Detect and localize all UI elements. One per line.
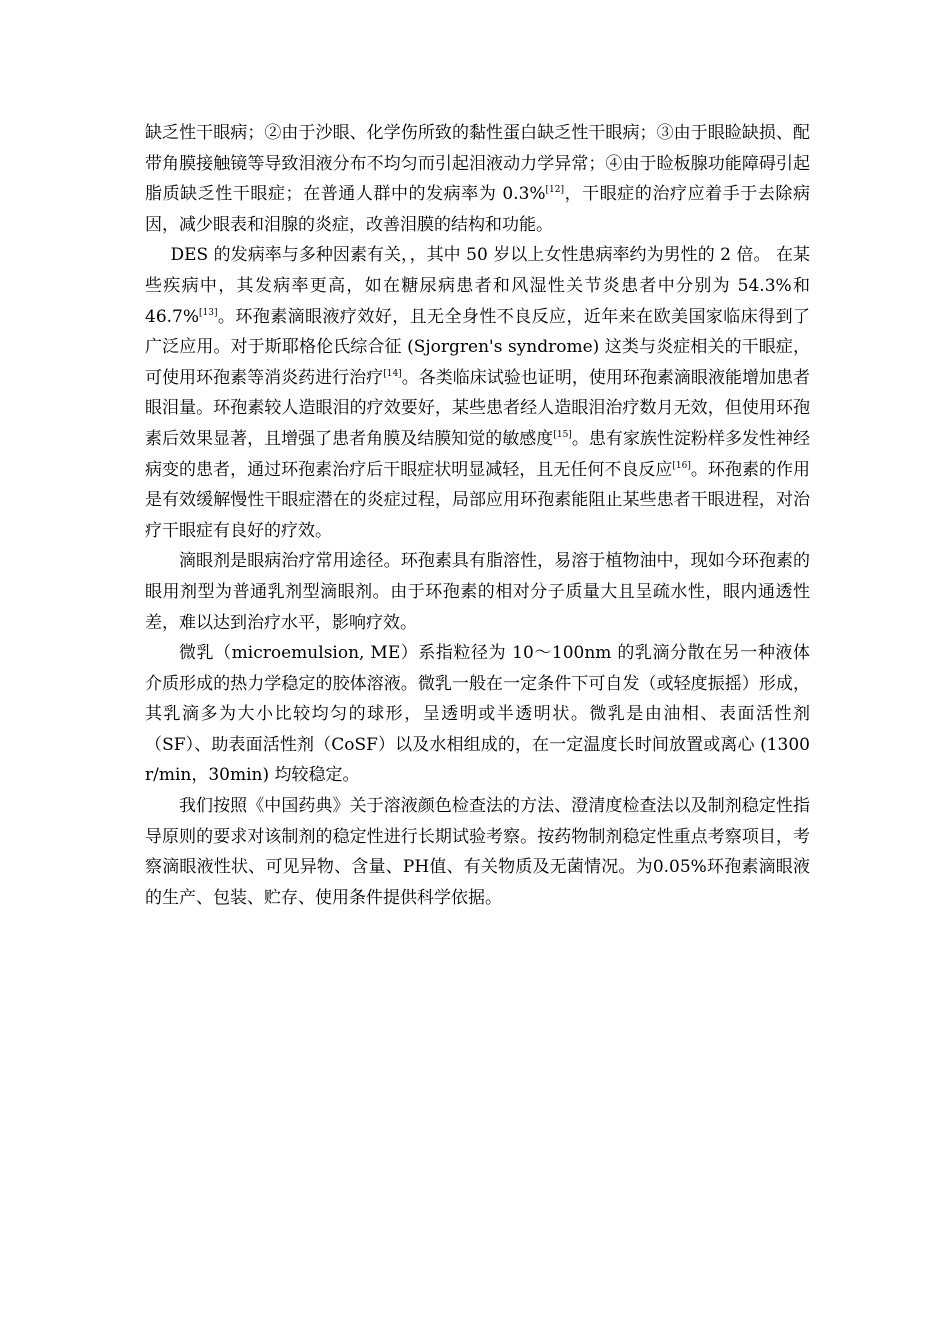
citation-ref: [16] <box>672 460 691 471</box>
paragraph-text: 微乳（microemulsion, ME）系指粒径为 10～100nm 的乳滴分散在另一种液体介质形成的热力学稳定的胶体溶液。微乳一般在一定条件下可自发（或轻度振摇）形成，其乳滴多为大小比较均匀的球形，呈透明或半透明状。微乳是由油相、表面活性剂（SF）、助表面活性剂（CoSF）以及水相组成的，在一定温度长时间放置或离心 (1300 r/min，30min) 均较稳定。 <box>145 643 810 786</box>
document-page <box>145 118 810 913</box>
paragraph-eye-drops <box>145 546 810 638</box>
citation-ref: [12] <box>545 185 565 196</box>
citation-ref: [15] <box>553 429 572 440</box>
paragraph-text: DES 的发病率与多种因素有关，，其中 50 岁以上女性患病率约为男性的 2 倍。 在某些疾病中，其发病率更高，如在糖尿病患者和风湿性关节炎患者中分别为 54.3%和 46.7% <box>145 245 810 327</box>
citation-ref: [14] <box>383 368 402 379</box>
paragraph-text: 滴眼剂是眼病治疗常用途径。环孢素具有脂溶性，易溶于植物油中，现如今环孢素的眼用剂型为普通乳剂型滴眼剂。由于环孢素的相对分子质量大且呈疏水性，眼内通透性差，难以达到治疗水平，影响疗效。 <box>145 551 810 633</box>
paragraph-microemulsion <box>145 638 810 791</box>
paragraph-stability-study <box>145 791 810 913</box>
citation-ref: [13] <box>199 307 218 318</box>
paragraph-dry-eye-causes <box>145 118 810 240</box>
paragraph-text: 缺乏性干眼病；②由于沙眼、化学伤所致的黏性蛋白缺乏性干眼病；③由于眼睑缺损、配带角膜接触镜等导致泪液分布不均匀而引起泪液动力学异常；④由于睑板腺功能障碍引起脂质缺乏性干眼症；在普通人群中的发病率为 0.3% <box>145 123 810 205</box>
paragraph-text: 。环孢素的作用是有效缓解慢性干眼症潜在的炎症过程，局部应用环孢素能阻止某些患者干眼进程，对治疗干眼症有良好的疗效。 <box>145 459 811 541</box>
paragraph-text: ，干眼症的治疗应着手于去除病因，减少眼表和泪腺的炎症，改善泪膜的结构和功能。 <box>145 184 810 235</box>
paragraph-des-incidence <box>145 240 810 546</box>
paragraph-text: 。各类临床试验也证明，使用环孢素滴眼液能增加患者眼泪量。环孢素较人造眼泪的疗效要好，某些患者经人造眼泪治疗数月无效，但使用环孢素后效果显著，且增强了患者角膜及结膜知觉的敏感度 <box>145 367 811 449</box>
paragraph-text: 我们按照《中国药典》关于溶液颜色检查法的方法、澄清度检查法以及制剂稳定性指导原则的要求对该制剂的稳定性进行长期试验考察。按药物制剂稳定性重点考察项目，考察滴眼液性状、可见异物、含量、PH值、有关物质及无菌情况。为0.05%环孢素滴眼液的生产、包装、贮存、使用条件提供科学依据。 <box>145 796 810 908</box>
paragraph-text: 。环孢素滴眼液疗效好，且无全身性不良反应，近年来在欧美国家临床得到了广泛应用。对于斯耶格伦氏综合征 (Sjorgren's syndrome) 这类与炎症相关的干眼症，可使用环孢素等消炎药进行治疗 <box>145 306 810 388</box>
paragraph-text: 。患有家族性淀粉样多发性神经病变的患者，通过环孢素治疗后干眼症状明显减轻，且无任何不良反应 <box>145 428 811 480</box>
